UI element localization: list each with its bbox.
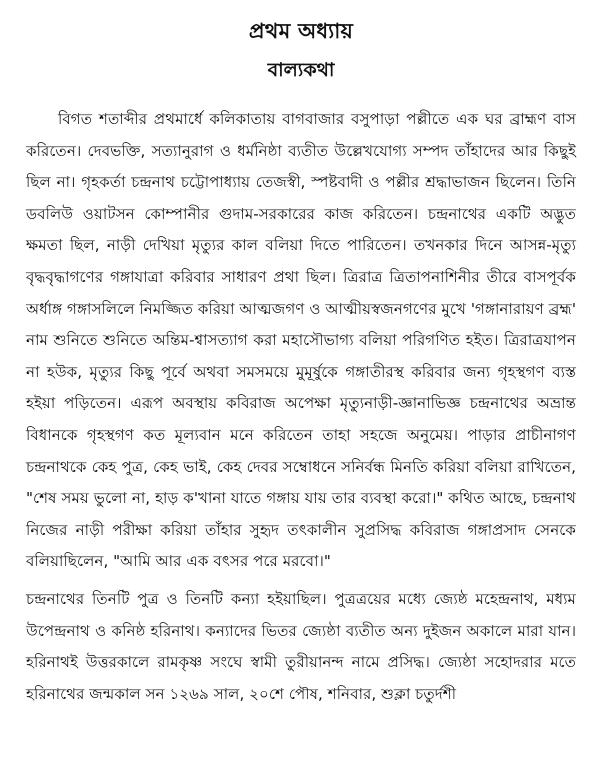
section-title: বাল্যকথা <box>267 59 335 81</box>
chapter-title: প্রথম অধ্যায় <box>248 19 354 43</box>
body-paragraph-2: চন্দ্রনাথের তিনটি পুত্র ও তিনটি কন্যা হইয়াছিল। পুত্রত্রয়ের মধ্যে জ্যেষ্ঠ মহেন্দ্রনাথ, মধ্যম উপেন্দ্রনাথ ও কনিষ্ঠ হরিনাথ। কন্যাদের ভিতর জ্যেষ্ঠা ব্যতীত অন্য দুইজন অকালে মারা যান। হরিনাথই উত্তরকালে রামকৃষ্ণ সংঘে স্বামী তুরীয়ানন্দ নামে প্রসিদ্ধ। জ্যেষ্ঠা সহোদরার মতে হরিনাথের জন্মকাল সন ১২৬৯ সাল, ২০শে পৌষ, শনিবার, শুক্লা চতুর্দশী <box>26 589 576 703</box>
body-paragraph-1: বিগত শতাব্দীর প্রথমার্ধে কলিকাতায় বাগবাজার বসুপাড়া পল্লীতে এক ঘর ব্রাহ্মণ বাস করিতেন। দেবভক্তি, সত্যানুরাগ ও ধর্মনিষ্ঠা ব্যতীত উল্লেখযোগ্য সম্পদ তাঁহাদের আর কিছুই ছিল না। গৃহকর্তা চন্দ্রনাথ চট্টোপাধ্যায় তেজস্বী, স্পষ্টবাদী ও পল্লীর শ্রদ্ধাভাজন ছিলেন। তিনি ডবলিউ ওয়াটসন কোম্পানীর গুদাম-সরকারের কাজ করিতেন। চন্দ্রনাথের একটি অদ্ভুত ক্ষমতা ছিল, নাড়ী দেখিয়া মৃত্যুর কাল বলিয়া দিতে পারিতেন। তখনকার দিনে আসন্ন-মৃত্যু বৃদ্ধবৃদ্ধাগণের গঙ্গাযাত্রা করিবার সাধারণ প্রথা ছিল। ত্রিরাত্র ত্রিতাপনাশিনীর তীরে বাসপূর্বক অর্ধাঙ্গ গঙ্গাসলিলে নিমজ্জিত করিয়া আত্মজগণ ও আত্মীয়স্বজনগণের মুখে 'গঙ্গানারায়ণ ব্রহ্ম' নাম শুনিতে শুনিতে অন্তিম-শ্বাসত্যাগ করা মহাসৌভাগ্য বলিয়া পরিগণিত হইত। ত্রিরাত্রযাপন না হউক, মৃত্যুর কিছু পূর্বে অথবা সমসময়ে মুমূর্ষুকে গঙ্গাতীরস্থ করিবার জন্য গৃহস্থগণ ব্যস্ত হইয়া পড়িতেন। এরূপ অবস্থায় কবিরাজ অপেক্ষা মৃত্যুনাড়ী-জ্ঞানাভিজ্ঞ চন্দ্রনাথের অভ্রান্ত বিধানকে গৃহস্থগণ কত মূল্যবান মনে করিতেন তাহা সহজে অনুমেয়। পাড়ার প্রাচীনাগণ চন্দ্রনাথকে কেহ পুত্র, কেহ ভাই, কেহ দেবর সম্বোধনে সনির্বন্ধ মিনতি করিয়া বলিয়া রাখিতেন, "শেষ সময় ভুলো না, হাড় ক'খানা যাতে গঙ্গায় যায় তার ব্যবস্থা করো।" কথিত আছে, চন্দ্রনাথ নিজের নাড়ী পরীক্ষা করিয়া তাঁহার সুহৃদ তৎকালীন সুপ্রসিদ্ধ কবিরাজ গঙ্গাপ্রসাদ সেনকে বলিয়াছিলেন, "আমি আর এক বৎসর পরে মরবো।" <box>26 110 576 571</box>
